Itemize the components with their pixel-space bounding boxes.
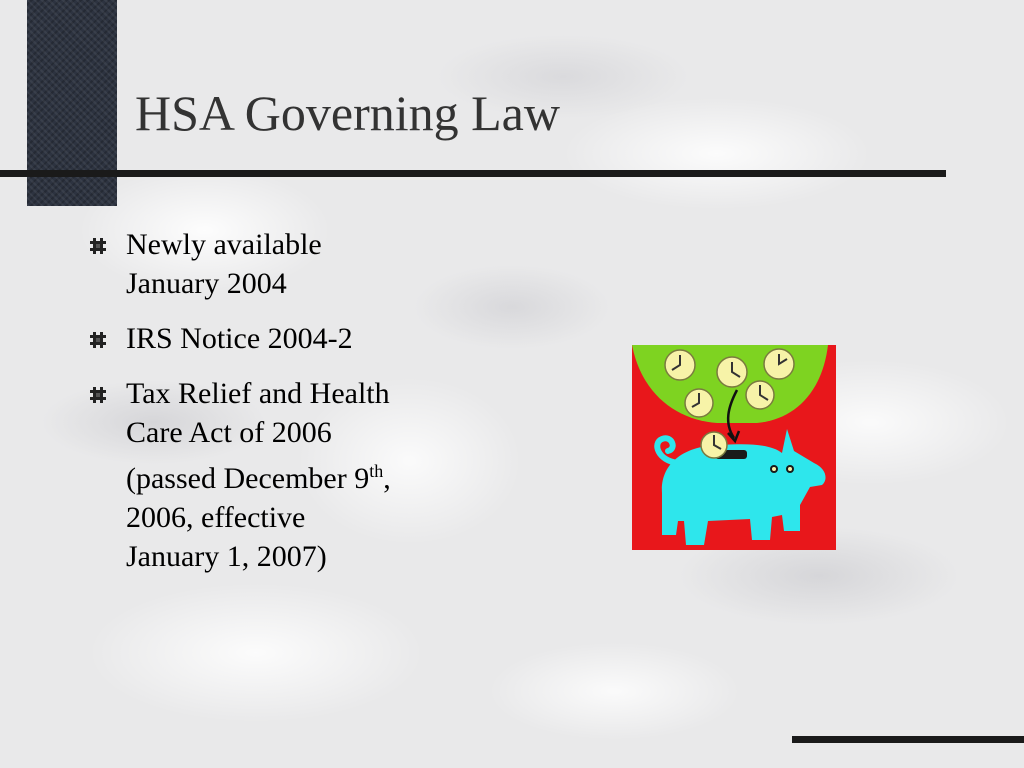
bullet-line: (passed December 9	[126, 462, 370, 495]
bullet-list	[88, 225, 498, 592]
bullet-line: Newly available	[126, 228, 322, 261]
coin-icon	[701, 432, 727, 458]
coin-icon	[685, 389, 713, 417]
bullet-line: 2006, effective	[126, 501, 306, 534]
bullet-line: Care Act of 2006	[126, 416, 332, 449]
footer-divider-rule	[792, 736, 1024, 743]
bullet-line: Tax Relief and Health	[126, 377, 390, 410]
title-divider-rule	[0, 170, 946, 177]
bullet-line: ,	[383, 462, 391, 495]
ordinal-superscript: th	[369, 461, 384, 481]
coin-icon	[665, 350, 695, 380]
bullet-line: January 2004	[126, 267, 287, 300]
coin-icon	[764, 349, 794, 379]
bullet-item	[88, 319, 498, 358]
hash-bullet-icon	[90, 238, 106, 254]
hash-bullet-icon	[90, 332, 106, 348]
bullet-line: January 1, 2007)	[126, 540, 327, 573]
bullet-item	[88, 374, 498, 576]
hash-bullet-icon	[90, 387, 106, 403]
coin-icon	[746, 381, 774, 409]
bullet-item	[88, 225, 498, 303]
slide-title: HSA Governing Law	[135, 85, 560, 141]
coin-icon	[717, 357, 747, 387]
bullet-line: IRS Notice 2004-2	[126, 322, 353, 355]
piggy-bank-coins-icon	[632, 345, 836, 550]
